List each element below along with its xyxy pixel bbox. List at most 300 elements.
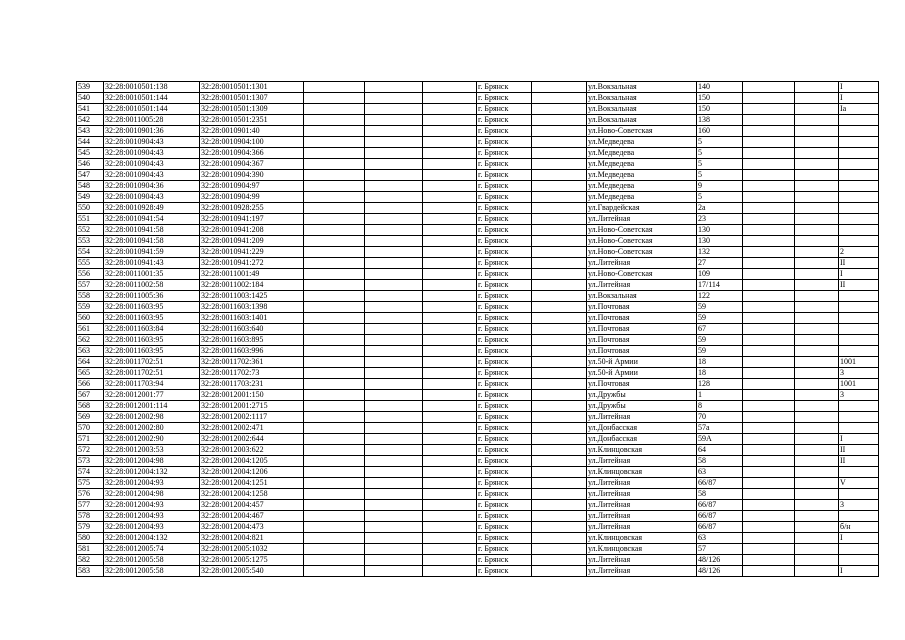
cell-blank-col-d <box>532 291 587 302</box>
cell-parcel-cadastral-number: 32:28:0010941:43 <box>104 258 200 269</box>
cell-blank-col-d <box>532 467 587 478</box>
table-row <box>77 566 879 577</box>
table-row <box>77 511 879 522</box>
cell-row-number: 544 <box>77 137 104 148</box>
cell-street: ул.Ново-Советская <box>587 126 697 137</box>
cell-city: г. Брянск <box>477 335 532 346</box>
cell-parcel-cadastral-number: 32:28:0010904:43 <box>104 137 200 148</box>
cell-house-number: 59А <box>697 434 743 445</box>
cell-blank-col-a <box>304 500 365 511</box>
cell-blank-col-a <box>304 324 365 335</box>
cell-row-number: 576 <box>77 489 104 500</box>
cell-street: ул.Литейная <box>587 214 697 225</box>
cell-blank-col-b <box>365 566 423 577</box>
cell-object-cadastral-number: 32:28:0012004:467 <box>200 511 304 522</box>
table-row <box>77 533 879 544</box>
cell-row-number: 546 <box>77 159 104 170</box>
cell-blank-col-f <box>795 269 839 280</box>
cell-blank-col-b <box>365 247 423 258</box>
cell-object-cadastral-number: 32:28:0010904:97 <box>200 181 304 192</box>
cell-blank-col-f <box>795 148 839 159</box>
cell-house-number: 128 <box>697 379 743 390</box>
cell-object-cadastral-number: 32:28:0012005:540 <box>200 566 304 577</box>
cell-blank-col-c <box>423 148 477 159</box>
cell-blank-col-b <box>365 379 423 390</box>
cell-blank-col-e <box>743 302 795 313</box>
cell-blank-col-e <box>743 390 795 401</box>
cell-city: г. Брянск <box>477 511 532 522</box>
cell-blank-col-a <box>304 159 365 170</box>
cell-street: ул.Ново-Советская <box>587 269 697 280</box>
cell-blank-col-a <box>304 335 365 346</box>
cell-object-cadastral-number: 32:28:0010941:272 <box>200 258 304 269</box>
cell-house-number: 23 <box>697 214 743 225</box>
cell-parcel-cadastral-number: 32:28:0010941:54 <box>104 214 200 225</box>
cell-object-cadastral-number: 32:28:0010904:100 <box>200 137 304 148</box>
cell-blank-col-f <box>795 544 839 555</box>
table-row <box>77 434 879 445</box>
cell-parcel-cadastral-number: 32:28:0010904:43 <box>104 159 200 170</box>
cell-blank-col-b <box>365 225 423 236</box>
cell-unit-number: I <box>839 93 879 104</box>
cell-blank-col-f <box>795 412 839 423</box>
cell-unit-number: 3 <box>839 390 879 401</box>
cell-object-cadastral-number: 32:28:0011002:184 <box>200 280 304 291</box>
cell-blank-col-e <box>743 148 795 159</box>
cell-unit-number <box>839 148 879 159</box>
cell-blank-col-a <box>304 522 365 533</box>
cell-parcel-cadastral-number: 32:28:0012004:93 <box>104 522 200 533</box>
table-row <box>77 280 879 291</box>
cell-house-number: 66/87 <box>697 478 743 489</box>
cell-blank-col-b <box>365 324 423 335</box>
table-row <box>77 148 879 159</box>
cell-blank-col-b <box>365 467 423 478</box>
cell-row-number: 540 <box>77 93 104 104</box>
cell-house-number: 130 <box>697 225 743 236</box>
cell-parcel-cadastral-number: 32:28:0011603:95 <box>104 346 200 357</box>
cell-blank-col-a <box>304 126 365 137</box>
cell-blank-col-d <box>532 522 587 533</box>
cell-street: ул.Ново-Советская <box>587 225 697 236</box>
cell-blank-col-d <box>532 236 587 247</box>
cell-city: г. Брянск <box>477 390 532 401</box>
cell-row-number: 573 <box>77 456 104 467</box>
cell-row-number: 570 <box>77 423 104 434</box>
cell-blank-col-d <box>532 500 587 511</box>
cell-city: г. Брянск <box>477 181 532 192</box>
cell-blank-col-e <box>743 126 795 137</box>
table-row <box>77 335 879 346</box>
cell-city: г. Брянск <box>477 456 532 467</box>
cell-unit-number: 3 <box>839 368 879 379</box>
cell-blank-col-b <box>365 555 423 566</box>
table-row <box>77 170 879 181</box>
cell-blank-col-b <box>365 478 423 489</box>
cell-blank-col-e <box>743 346 795 357</box>
table-row <box>77 192 879 203</box>
cell-blank-col-d <box>532 566 587 577</box>
cell-city: г. Брянск <box>477 533 532 544</box>
cell-blank-col-f <box>795 137 839 148</box>
cell-street: ул.Клинцовская <box>587 533 697 544</box>
cell-blank-col-b <box>365 489 423 500</box>
cell-city: г. Брянск <box>477 214 532 225</box>
cell-blank-col-b <box>365 522 423 533</box>
cell-blank-col-b <box>365 214 423 225</box>
cell-row-number: 552 <box>77 225 104 236</box>
cell-blank-col-b <box>365 368 423 379</box>
cell-blank-col-b <box>365 313 423 324</box>
cell-parcel-cadastral-number: 32:28:0010501:138 <box>104 82 200 93</box>
cell-city: г. Брянск <box>477 368 532 379</box>
cell-unit-number <box>839 467 879 478</box>
cell-street: ул.Почтовая <box>587 324 697 335</box>
cell-blank-col-b <box>365 346 423 357</box>
cell-blank-col-c <box>423 203 477 214</box>
cell-unit-number: 1001 <box>839 357 879 368</box>
cell-parcel-cadastral-number: 32:28:0012004:98 <box>104 489 200 500</box>
cell-blank-col-a <box>304 104 365 115</box>
cell-unit-number <box>839 324 879 335</box>
cell-house-number: 66/87 <box>697 522 743 533</box>
cell-house-number: 130 <box>697 236 743 247</box>
cell-blank-col-e <box>743 423 795 434</box>
cell-blank-col-b <box>365 335 423 346</box>
cell-house-number: 70 <box>697 412 743 423</box>
cell-object-cadastral-number: 32:28:0010941:209 <box>200 236 304 247</box>
cell-blank-col-b <box>365 93 423 104</box>
cell-blank-col-f <box>795 346 839 357</box>
cell-blank-col-e <box>743 214 795 225</box>
cell-blank-col-d <box>532 357 587 368</box>
cell-house-number: 59 <box>697 302 743 313</box>
cell-unit-number <box>839 412 879 423</box>
cell-blank-col-d <box>532 159 587 170</box>
cell-unit-number <box>839 511 879 522</box>
cell-row-number: 556 <box>77 269 104 280</box>
cell-blank-col-a <box>304 313 365 324</box>
cell-house-number: 150 <box>697 93 743 104</box>
cell-city: г. Брянск <box>477 236 532 247</box>
cell-unit-number <box>839 555 879 566</box>
cell-unit-number: II <box>839 280 879 291</box>
cell-street: ул.Литейная <box>587 478 697 489</box>
cell-blank-col-e <box>743 357 795 368</box>
cell-blank-col-c <box>423 544 477 555</box>
cell-object-cadastral-number: 32:28:0012004:1258 <box>200 489 304 500</box>
cell-street: ул.Литейная <box>587 500 697 511</box>
cell-blank-col-f <box>795 445 839 456</box>
cell-object-cadastral-number: 32:28:0012002:471 <box>200 423 304 434</box>
cell-street: ул.Литейная <box>587 456 697 467</box>
cell-blank-col-b <box>365 302 423 313</box>
cell-blank-col-d <box>532 423 587 434</box>
cell-blank-col-f <box>795 181 839 192</box>
cell-parcel-cadastral-number: 32:28:0011002:58 <box>104 280 200 291</box>
cell-blank-col-f <box>795 566 839 577</box>
cell-blank-col-c <box>423 511 477 522</box>
cell-object-cadastral-number: 32:28:0011702:73 <box>200 368 304 379</box>
table-row <box>77 445 879 456</box>
cell-row-number: 560 <box>77 313 104 324</box>
cell-street: ул.Вокзальная <box>587 82 697 93</box>
cell-house-number: 48/126 <box>697 566 743 577</box>
cell-parcel-cadastral-number: 32:28:0011702:51 <box>104 368 200 379</box>
cell-parcel-cadastral-number: 32:28:0011603:95 <box>104 313 200 324</box>
cell-blank-col-a <box>304 544 365 555</box>
cell-blank-col-d <box>532 247 587 258</box>
cell-blank-col-e <box>743 368 795 379</box>
table-row <box>77 236 879 247</box>
cell-blank-col-e <box>743 170 795 181</box>
table-row <box>77 115 879 126</box>
cell-house-number: 5 <box>697 159 743 170</box>
cell-blank-col-d <box>532 302 587 313</box>
cell-blank-col-d <box>532 335 587 346</box>
cell-blank-col-e <box>743 434 795 445</box>
cell-street: ул.Вокзальная <box>587 104 697 115</box>
cell-unit-number <box>839 225 879 236</box>
cell-house-number: 59 <box>697 346 743 357</box>
cell-row-number: 574 <box>77 467 104 478</box>
cell-unit-number: 1001 <box>839 379 879 390</box>
cell-unit-number <box>839 236 879 247</box>
cell-blank-col-e <box>743 203 795 214</box>
cell-street: ул.Ново-Советская <box>587 247 697 258</box>
cell-house-number: 64 <box>697 445 743 456</box>
cell-row-number: 551 <box>77 214 104 225</box>
cell-unit-number <box>839 137 879 148</box>
cell-street: ул.Литейная <box>587 412 697 423</box>
cell-object-cadastral-number: 32:28:0010904:99 <box>200 192 304 203</box>
cell-blank-col-a <box>304 258 365 269</box>
cell-unit-number <box>839 489 879 500</box>
cell-city: г. Брянск <box>477 126 532 137</box>
table-row <box>77 126 879 137</box>
cell-house-number: 59 <box>697 313 743 324</box>
registry-sheet <box>76 81 879 577</box>
cell-city: г. Брянск <box>477 137 532 148</box>
cell-blank-col-f <box>795 533 839 544</box>
cell-blank-col-c <box>423 335 477 346</box>
cell-blank-col-a <box>304 423 365 434</box>
cell-object-cadastral-number: 32:28:0010928:255 <box>200 203 304 214</box>
cell-unit-number: II <box>839 445 879 456</box>
cell-blank-col-f <box>795 357 839 368</box>
cell-object-cadastral-number: 32:28:0010904:390 <box>200 170 304 181</box>
cell-city: г. Брянск <box>477 302 532 313</box>
cell-parcel-cadastral-number: 32:28:0010901:36 <box>104 126 200 137</box>
cell-house-number: 57а <box>697 423 743 434</box>
cell-blank-col-c <box>423 456 477 467</box>
table-row <box>77 214 879 225</box>
cell-blank-col-e <box>743 291 795 302</box>
cell-row-number: 565 <box>77 368 104 379</box>
cell-unit-number <box>839 544 879 555</box>
cell-house-number: 18 <box>697 368 743 379</box>
table-row <box>77 258 879 269</box>
cell-blank-col-c <box>423 357 477 368</box>
cell-blank-col-a <box>304 82 365 93</box>
cell-blank-col-a <box>304 236 365 247</box>
cell-blank-col-e <box>743 280 795 291</box>
cell-blank-col-e <box>743 533 795 544</box>
cell-blank-col-c <box>423 258 477 269</box>
cell-blank-col-c <box>423 313 477 324</box>
registry-body <box>77 82 879 577</box>
cell-object-cadastral-number: 32:28:0011702:361 <box>200 357 304 368</box>
cell-blank-col-a <box>304 511 365 522</box>
cell-blank-col-f <box>795 467 839 478</box>
cell-row-number: 581 <box>77 544 104 555</box>
cell-parcel-cadastral-number: 32:28:0010904:36 <box>104 181 200 192</box>
cell-row-number: 549 <box>77 192 104 203</box>
table-row <box>77 522 879 533</box>
cell-blank-col-a <box>304 401 365 412</box>
table-row <box>77 159 879 170</box>
cell-street: ул.50-й Армии <box>587 357 697 368</box>
cell-blank-col-d <box>532 456 587 467</box>
cell-blank-col-b <box>365 445 423 456</box>
cell-blank-col-a <box>304 192 365 203</box>
cell-blank-col-c <box>423 522 477 533</box>
cell-city: г. Брянск <box>477 489 532 500</box>
cell-parcel-cadastral-number: 32:28:0012004:98 <box>104 456 200 467</box>
cell-unit-number: 3 <box>839 500 879 511</box>
cell-object-cadastral-number: 32:28:0011703:231 <box>200 379 304 390</box>
cell-house-number: 17/114 <box>697 280 743 291</box>
cell-row-number: 577 <box>77 500 104 511</box>
cell-row-number: 547 <box>77 170 104 181</box>
cell-blank-col-b <box>365 390 423 401</box>
cell-blank-col-f <box>795 192 839 203</box>
cell-blank-col-f <box>795 170 839 181</box>
cell-object-cadastral-number: 32:28:0012004:473 <box>200 522 304 533</box>
cell-blank-col-e <box>743 522 795 533</box>
table-row <box>77 412 879 423</box>
cell-blank-col-f <box>795 368 839 379</box>
cell-blank-col-f <box>795 280 839 291</box>
cell-street: ул.Литейная <box>587 555 697 566</box>
cell-row-number: 566 <box>77 379 104 390</box>
cell-blank-col-b <box>365 401 423 412</box>
cell-blank-col-d <box>532 82 587 93</box>
cell-street: ул.Гвардейская <box>587 203 697 214</box>
cell-blank-col-c <box>423 280 477 291</box>
cell-blank-col-c <box>423 324 477 335</box>
cell-blank-col-d <box>532 225 587 236</box>
cell-parcel-cadastral-number: 32:28:0012003:53 <box>104 445 200 456</box>
cell-parcel-cadastral-number: 32:28:0012004:132 <box>104 533 200 544</box>
cell-parcel-cadastral-number: 32:28:0010904:43 <box>104 192 200 203</box>
cell-unit-number: Iа <box>839 104 879 115</box>
cell-street: ул.Медведева <box>587 192 697 203</box>
cell-blank-col-a <box>304 137 365 148</box>
cell-city: г. Брянск <box>477 357 532 368</box>
cell-blank-col-c <box>423 412 477 423</box>
cell-blank-col-c <box>423 137 477 148</box>
cell-blank-col-d <box>532 401 587 412</box>
cell-parcel-cadastral-number: 32:28:0010904:43 <box>104 170 200 181</box>
cell-blank-col-d <box>532 104 587 115</box>
cell-parcel-cadastral-number: 32:28:0011603:95 <box>104 335 200 346</box>
cell-street: ул.Клинцовская <box>587 445 697 456</box>
cell-blank-col-d <box>532 126 587 137</box>
cell-house-number: 48/126 <box>697 555 743 566</box>
table-row <box>77 247 879 258</box>
cell-blank-col-e <box>743 181 795 192</box>
cell-blank-col-e <box>743 313 795 324</box>
cell-blank-col-e <box>743 500 795 511</box>
cell-blank-col-f <box>795 456 839 467</box>
cell-blank-col-d <box>532 379 587 390</box>
table-row <box>77 313 879 324</box>
cell-city: г. Брянск <box>477 258 532 269</box>
cell-blank-col-a <box>304 357 365 368</box>
cell-parcel-cadastral-number: 32:28:0012005:74 <box>104 544 200 555</box>
cell-parcel-cadastral-number: 32:28:0012004:93 <box>104 478 200 489</box>
cell-city: г. Брянск <box>477 313 532 324</box>
cell-blank-col-c <box>423 170 477 181</box>
cell-object-cadastral-number: 32:28:0010501:1309 <box>200 104 304 115</box>
cell-blank-col-c <box>423 434 477 445</box>
cell-row-number: 553 <box>77 236 104 247</box>
cell-blank-col-e <box>743 159 795 170</box>
cell-blank-col-f <box>795 313 839 324</box>
cell-parcel-cadastral-number: 32:28:0011702:51 <box>104 357 200 368</box>
cell-street: ул.Донбасская <box>587 423 697 434</box>
table-row <box>77 104 879 115</box>
cell-city: г. Брянск <box>477 280 532 291</box>
cell-house-number: 5 <box>697 148 743 159</box>
cell-object-cadastral-number: 32:28:0010501:1307 <box>200 93 304 104</box>
cell-city: г. Брянск <box>477 269 532 280</box>
cell-house-number: 122 <box>697 291 743 302</box>
cell-blank-col-b <box>365 115 423 126</box>
table-row <box>77 181 879 192</box>
cell-blank-col-d <box>532 478 587 489</box>
cell-city: г. Брянск <box>477 291 532 302</box>
cell-row-number: 568 <box>77 401 104 412</box>
cell-house-number: 138 <box>697 115 743 126</box>
cell-blank-col-c <box>423 181 477 192</box>
table-row <box>77 291 879 302</box>
cell-parcel-cadastral-number: 32:28:0010501:144 <box>104 104 200 115</box>
cell-unit-number <box>839 346 879 357</box>
cell-street: ул.Дружбы <box>587 390 697 401</box>
cell-blank-col-b <box>365 434 423 445</box>
cell-parcel-cadastral-number: 32:28:0012001:114 <box>104 401 200 412</box>
cell-city: г. Брянск <box>477 346 532 357</box>
cell-city: г. Брянск <box>477 203 532 214</box>
cell-row-number: 563 <box>77 346 104 357</box>
cell-object-cadastral-number: 32:28:0010904:366 <box>200 148 304 159</box>
cell-blank-col-c <box>423 214 477 225</box>
cell-blank-col-c <box>423 247 477 258</box>
cell-blank-col-a <box>304 456 365 467</box>
cell-street: ул.Клинцовская <box>587 467 697 478</box>
table-row <box>77 500 879 511</box>
cell-object-cadastral-number: 32:28:0012005:1032 <box>200 544 304 555</box>
cell-parcel-cadastral-number: 32:28:0011001:35 <box>104 269 200 280</box>
cell-blank-col-f <box>795 489 839 500</box>
cell-object-cadastral-number: 32:28:0012005:1275 <box>200 555 304 566</box>
cell-city: г. Брянск <box>477 434 532 445</box>
cell-street: ул.Литейная <box>587 511 697 522</box>
cell-unit-number: I <box>839 533 879 544</box>
cell-house-number: 18 <box>697 357 743 368</box>
